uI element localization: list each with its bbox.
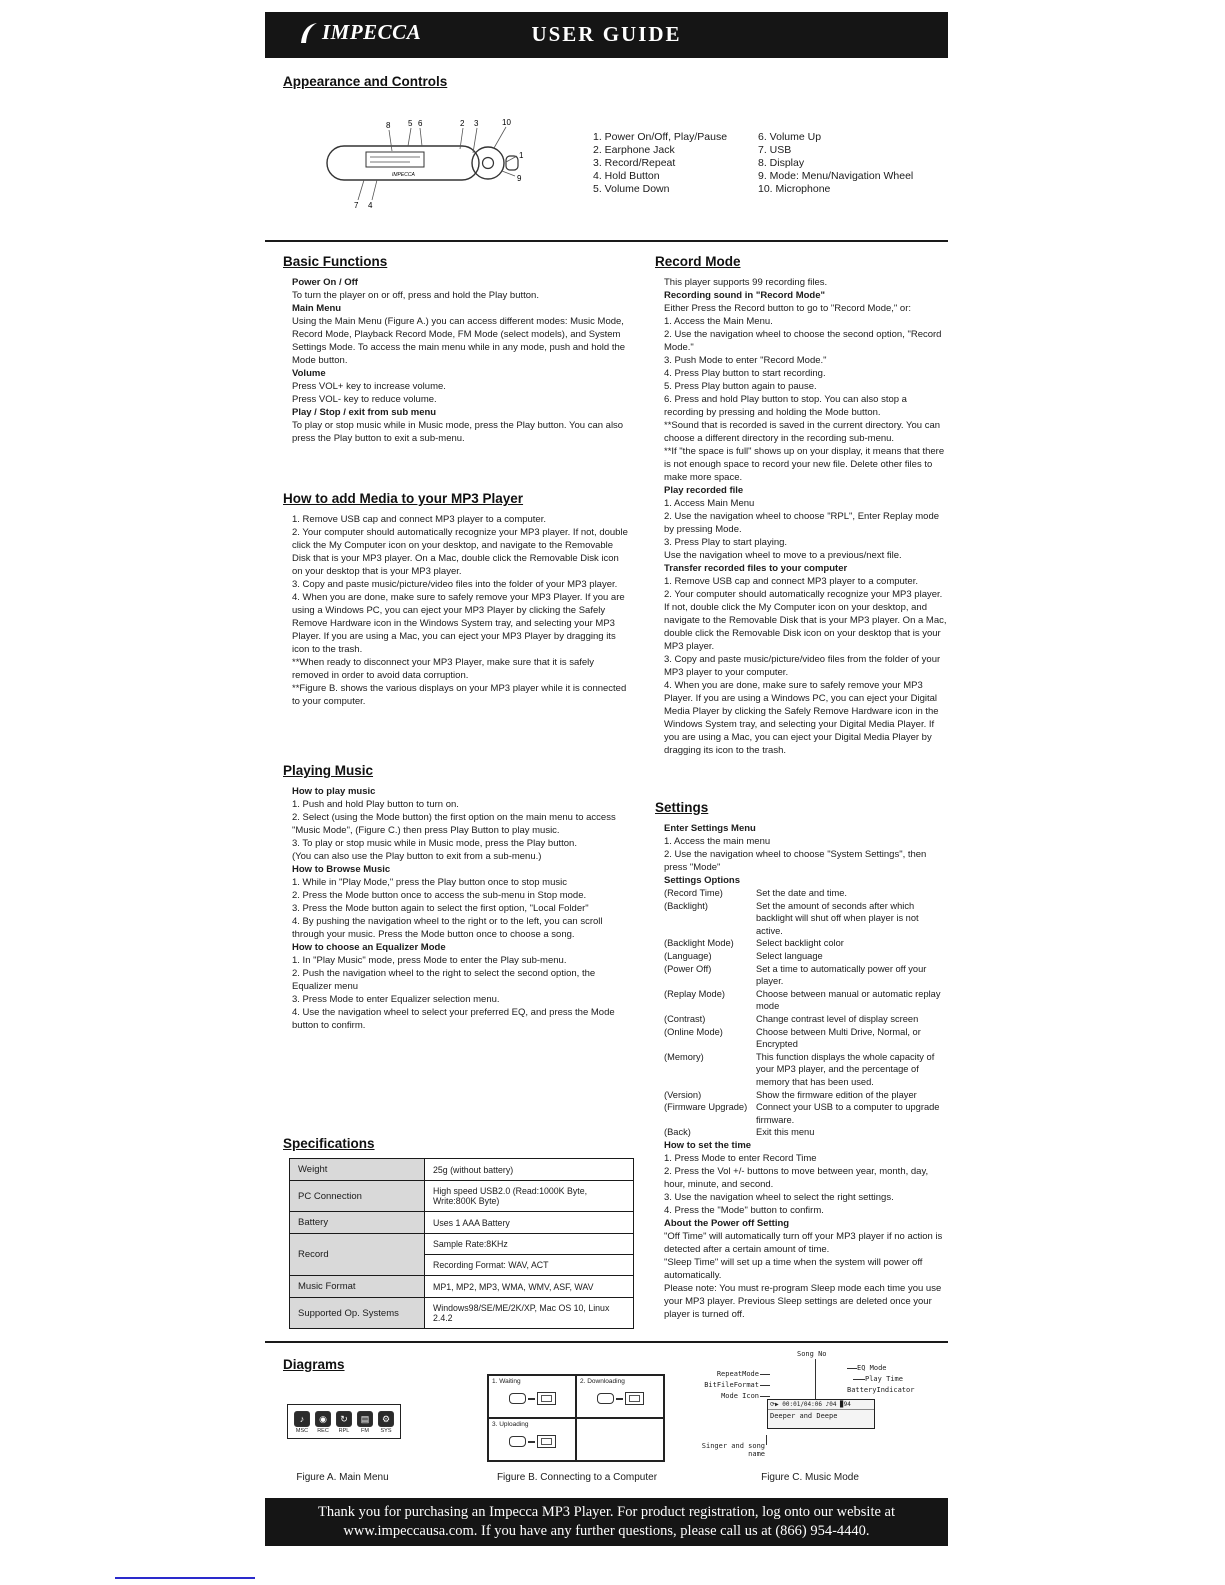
option-label: (Power Off): [664, 963, 712, 974]
settings-option-row: [664, 887, 948, 900]
figure-b-cell-label: 2. Downloading: [580, 1378, 625, 1385]
option-description: Connect your USB to a computer to upgrade firmware.: [756, 1102, 940, 1125]
rec-menu-icon: [315, 1411, 331, 1434]
screen-icon: [537, 1392, 556, 1405]
menu-icon-glyph: ↻: [336, 1411, 352, 1427]
device-figure: [322, 116, 532, 212]
text-line: "Off Time" will automatically turn off your MP3 player if no action is detected after a certain amount of time.: [664, 1230, 943, 1255]
leader-line: [853, 1379, 865, 1380]
text-line: 3. Press Play to start playing.: [664, 537, 788, 548]
settings-option-row: [664, 988, 948, 1013]
text-line: 3. Use the navigation wheel to select the right settings.: [664, 1191, 894, 1203]
text-line: 1. Remove USB cap and connect MP3 player to a computer.: [292, 514, 546, 525]
text-line: 2. Press the Mode button once to access the sub-menu in Stop mode.: [292, 890, 587, 901]
label-battery-indicator: BatteryIndicator: [847, 1386, 915, 1394]
usb-cable-icon: [528, 1441, 535, 1443]
figure-b-empty-cell: [576, 1418, 664, 1461]
leader-line: [760, 1374, 770, 1375]
settings-option-row: [664, 1089, 948, 1102]
usb-computer-drawing: [489, 1392, 575, 1405]
callout-1: 1: [519, 151, 524, 160]
figure-a-caption: Figure A. Main Menu: [296, 1472, 389, 1483]
leader-line: [815, 1359, 816, 1399]
control-list-item: 4. Hold Button: [593, 170, 660, 182]
settings-option-row: [664, 963, 948, 988]
text-line: 1. Access the main menu: [664, 836, 771, 847]
callout-6: 6: [418, 119, 423, 128]
option-description: Choose between Multi Drive, Normal, or Encrypted: [756, 1026, 921, 1050]
text-line: 1. While in "Play Mode," press the Play button once to stop music: [292, 877, 567, 888]
header-bar: [265, 12, 948, 58]
leader-line: [847, 1368, 857, 1369]
text-line: 6. Press and hold Play button to stop. You can also stop a recording by pressing and holding the Mode button.: [664, 394, 907, 418]
option-label: (Memory): [664, 1051, 704, 1062]
settings-option-row: [664, 1013, 948, 1026]
text-line: About the Power off Setting: [664, 1217, 790, 1229]
text-line: 1. Press Mode to enter Record Time: [664, 1152, 817, 1164]
control-list-item: 7. USB: [758, 144, 792, 156]
text-line: 1. Remove USB cap and connect MP3 player to a computer.: [664, 576, 918, 587]
usb-plug-icon: [509, 1436, 526, 1447]
text-line: 2. Select (using the Mode button) the first option on the main menu to access "Music Mode", (Figure C.) then press Play Button to play music.: [292, 812, 616, 836]
usb-plug-icon: [597, 1393, 614, 1404]
spec-row: [290, 1298, 634, 1329]
section-basic-functions: [283, 254, 631, 445]
basic-functions-body: [283, 276, 631, 445]
text-line: 1. Access the Main Menu.: [664, 316, 773, 327]
option-label: (Backlight Mode): [664, 938, 734, 949]
text-line: Transfer recorded files to your computer: [664, 563, 848, 574]
settings-outro: [655, 1139, 948, 1321]
leader-line: [760, 1385, 770, 1386]
menu-icon-glyph: ▤: [357, 1411, 373, 1427]
text-line: **When ready to disconnect your MP3 Player, make sure that it is safely removed in order to avoid data corruption.: [292, 657, 595, 681]
text-line: 4. Press Play button to start recording.: [664, 368, 826, 379]
controls-list-right: [758, 131, 913, 196]
spec-value-cell: Sample Rate:8KHz: [425, 1234, 634, 1255]
leader-line: [760, 1396, 770, 1397]
text-line: Play / Stop / exit from sub menu: [292, 407, 437, 418]
text-line: 2. Press the Vol +/- buttons to move between year, month, day, hour, minute, and second.: [664, 1165, 929, 1190]
callout-8: 8: [386, 121, 391, 130]
figure-b-caption: Figure B. Connecting to a Computer: [496, 1472, 658, 1483]
text-line: Volume: [292, 368, 326, 379]
option-label: (Back): [664, 1127, 691, 1138]
figure-b-cell: [576, 1375, 664, 1418]
text-line: 4. Press the "Mode" button to confirm.: [664, 1204, 824, 1216]
text-line: Main Menu: [292, 303, 342, 314]
option-description: Select language: [756, 950, 823, 961]
option-description: Set the amount of seconds after which backlight will shut off when player is not active.: [756, 900, 919, 936]
footer-line-1: Thank you for purchasing an Impecca MP3 Player. For product registration, log onto our website at: [317, 1504, 896, 1520]
option-description: Choose between manual or automatic replay mode: [756, 988, 941, 1012]
text-line: How to choose an Equalizer Mode: [292, 942, 446, 953]
text-line: 2. Your computer should automatically recognize your MP3 player. If not, double click the My Computer icon on your desktop, and navigate to the Removable Disk that is your MP3 player. On a Mac, double click the Removable Disk icon on your desktop that is your MP3 player.: [292, 527, 628, 577]
text-line: 3. Copy and paste music/picture/video files into the folder of your MP3 player.: [292, 579, 618, 590]
text-line: 3. Push Mode to enter "Record Mode.": [664, 355, 827, 366]
device-brand-label: IMPECCA: [392, 172, 415, 178]
control-list-item: 1. Power On/Off, Play/Pause: [593, 131, 728, 143]
display-status-row: ⟳▶ 00:01/04:06 ♪04 ▉94: [768, 1400, 874, 1410]
label-play-time: Play Time: [865, 1375, 903, 1383]
callout-4: 4: [368, 201, 373, 210]
settings-options: [655, 887, 948, 1139]
spec-row: [290, 1234, 634, 1255]
settings-option-row: [664, 1126, 948, 1139]
control-list-item: 8. Display: [758, 157, 805, 169]
text-line: 1. Access Main Menu: [664, 498, 755, 509]
text-line: Using the Main Menu (Figure A.) you can access different modes: Music Mode, Record Mode, Playback Record Mode, FM Mode (select models), and System Settings Mode. To access the main menu while in any mode, push and hold the Mode button.: [292, 316, 626, 366]
usb-cable-icon: [528, 1398, 535, 1400]
spec-value-cell: 25g (without battery): [425, 1159, 634, 1181]
text-line: **If "the space is full" shows up on your display, it means that there is not enough space to record your new file. Delete other files to make more space.: [664, 446, 945, 483]
footer-link-underline: [115, 1577, 255, 1579]
music-mode-display: [767, 1399, 875, 1429]
text-line: 4. When you are done, make sure to safely remove your MP3 Player. If you are using a Windows PC, you can eject your MP3 Player by clicking the Safely Remove Hardware icon in the Windows System tray, and selecting your MP3 Player. If you are using a Mac, you can eject your MP3 Player by dragging its icon to the trash.: [292, 592, 625, 655]
spec-label-cell: Supported Op. Systems: [290, 1298, 425, 1329]
label-song-no: Song No: [797, 1350, 827, 1358]
text-line: 2. Your computer should automatically recognize your MP3 player. If not, double click the My Computer icon on your desktop, and navigate to the Removable Disk that is your MP3 player. On a Mac, double click the Removable Disk icon on your desktop that is your MP3 player.: [664, 589, 947, 652]
footer-text: [265, 1503, 948, 1541]
leader-line: [766, 1435, 767, 1445]
option-label: (Firmware Upgrade): [664, 1102, 748, 1113]
controls-list-left: [593, 131, 727, 196]
screen-icon: [625, 1392, 644, 1405]
usb-cable-icon: [616, 1398, 623, 1400]
fm-menu-icon: [357, 1411, 373, 1434]
option-description: Show the firmware edition of the player: [756, 1089, 917, 1100]
option-description: Set the date and time.: [756, 888, 847, 898]
figure-b-cell-label: 3. Uploading: [492, 1421, 529, 1428]
display-song-title: Deeper and Deepe: [770, 1412, 838, 1420]
rpl-menu-icon: [336, 1411, 352, 1434]
text-line: Press VOL+ key to increase volume.: [292, 381, 446, 392]
text-line: **Sound that is recorded is saved in the current directory. You can choose a different directory in the recording sub-menu.: [664, 420, 941, 444]
text-line: 4. When you are done, make sure to safely remove your MP3 Player. If you are using a Windows PC, you can eject your Digital Media Player by clicking the Safely Remove Hardware icon in the Windows System tray, and selecting your Digital Media Player. If you are using a Mac, you can eject your Digital Media Player by dragging its icon to the trash.: [664, 680, 939, 756]
appearance-heading: Appearance and Controls: [283, 74, 448, 89]
option-description: This function displays the whole capacity of your MP3 player, and the percentage of memory that has been used.: [756, 1051, 935, 1087]
divider-top: [265, 240, 948, 242]
figure-b-cell: [488, 1418, 576, 1461]
menu-icon-glyph: ♪: [294, 1411, 310, 1427]
text-line: How to play music: [292, 786, 376, 797]
spec-label-cell: Music Format: [290, 1276, 425, 1298]
text-line: Power On / Off: [292, 277, 358, 288]
option-label: (Backlight): [664, 900, 708, 911]
playing-music-heading: Playing Music: [283, 763, 374, 778]
screen-icon: [537, 1435, 556, 1448]
option-label: (Contrast): [664, 1013, 706, 1024]
sys-menu-icon: [378, 1411, 394, 1434]
settings-heading: Settings: [655, 800, 709, 815]
spec-value-cell: MP1, MP2, MP3, WMA, WMV, ASF, WAV: [425, 1276, 634, 1298]
settings-option-row: [664, 1026, 948, 1051]
spec-row: [290, 1159, 634, 1181]
settings-option-row: [664, 1101, 948, 1126]
diagrams-heading: Diagrams: [283, 1357, 345, 1372]
settings-option-row: [664, 937, 948, 950]
text-line: 2. Use the navigation wheel to choose "System Settings", then press "Mode": [664, 849, 927, 873]
spec-value-cell: High speed USB2.0 (Read:1000K Byte, Write:800K Byte): [425, 1181, 634, 1212]
callout-7: 7: [354, 201, 359, 210]
text-line: 4. By pushing the navigation wheel to the right or to the left, you can scroll through your music. Press the Mode button once to choose a song.: [292, 916, 603, 940]
add-media-body: [283, 513, 631, 708]
text-line: Enter Settings Menu: [664, 823, 756, 834]
text-line: Either Press the Record button to go to "Record Mode," or:: [664, 303, 912, 314]
option-label: (Language): [664, 950, 712, 961]
menu-icon-glyph: ◉: [315, 1411, 331, 1427]
text-line: Use the navigation wheel to move to a previous/next file.: [664, 550, 902, 561]
divider-bottom: [265, 1341, 948, 1343]
add-media-heading: How to add Media to your MP3 Player: [283, 491, 524, 506]
control-list-item: 2. Earphone Jack: [593, 144, 675, 156]
figure-a-main-menu: [287, 1404, 401, 1439]
label-repeat-mode: RepeatMode: [716, 1370, 759, 1378]
option-label: (Version): [664, 1089, 702, 1100]
figure-b-connecting: [487, 1374, 665, 1462]
settings-option-row: [664, 1051, 948, 1089]
spec-label-cell: Weight: [290, 1159, 425, 1181]
msc-menu-icon: [294, 1411, 310, 1434]
text-line: **Figure B. shows the various displays on your MP3 player while it is connected to your computer.: [292, 683, 627, 707]
footer-line-2: www.impeccausa.com. If you have any further questions, please call us at (866) 954-4440.: [343, 1523, 870, 1539]
text-line: This player supports 99 recording files.: [664, 277, 828, 288]
callout-9: 9: [517, 174, 522, 183]
text-line: Recording sound in "Record Mode": [664, 290, 826, 301]
menu-icon-label: FM: [361, 1428, 369, 1434]
label-singer-song-name: Singer and song name: [701, 1442, 765, 1458]
section-record-mode: [655, 254, 948, 757]
specifications-heading: Specifications: [283, 1136, 375, 1151]
text-line: (You can also use the Play button to exit from a sub-menu.): [292, 851, 542, 862]
footer-bar: [265, 1498, 948, 1546]
spec-value-cell: Recording Format: WAV, ACT: [425, 1255, 634, 1276]
label-mode-icon: Mode Icon: [721, 1392, 759, 1400]
text-line: 3. Press the Mode button again to select the first option, "Local Folder": [292, 903, 589, 914]
option-description: Set a time to automatically power off your player.: [756, 963, 927, 987]
option-label: (Record Time): [664, 888, 723, 898]
text-line: 2. Use the navigation wheel to choose "RPL", Enter Replay mode by pressing Mode.: [664, 511, 940, 535]
playing-music-body: [283, 785, 631, 1032]
spec-label-cell: Battery: [290, 1212, 425, 1234]
label-eq-mode: EQ Mode: [857, 1364, 887, 1372]
spec-label-cell: Record: [290, 1234, 425, 1276]
option-description: Change contrast level of display screen: [756, 1013, 919, 1024]
text-line: 1. Push and hold Play button to turn on.: [292, 799, 459, 810]
text-line: Settings Options: [664, 875, 740, 886]
text-line: 3. Copy and paste music/picture/video files from the folder of your MP3 player to your computer.: [664, 654, 941, 678]
spec-row: [290, 1181, 634, 1212]
label-bit-file-format: BitFileFormat: [704, 1381, 759, 1389]
menu-icon-label: MSC: [295, 1428, 309, 1434]
spec-row: [290, 1276, 634, 1298]
record-mode-heading: Record Mode: [655, 254, 741, 269]
logo-text: IMPECCA: [322, 20, 422, 44]
usb-computer-drawing: [577, 1392, 663, 1405]
option-label: (Replay Mode): [664, 988, 725, 999]
text-line: How to set the time: [664, 1139, 752, 1151]
settings-option-row: [664, 950, 948, 963]
text-line: How to Browse Music: [292, 864, 391, 875]
control-list-item: 5. Volume Down: [593, 183, 670, 195]
specifications-table: [289, 1158, 634, 1329]
text-line: 4. Use the navigation wheel to select your preferred EQ, and press the Mode button to confirm.: [292, 1007, 615, 1031]
text-line: 3. To play or stop music while in Music mode, press the Play button.: [292, 838, 577, 849]
figure-c-caption: Figure C. Music Mode: [761, 1472, 859, 1483]
section-specifications: [283, 1136, 635, 1329]
record-mode-body: [655, 276, 948, 757]
text-line: Press VOL- key to reduce volume.: [292, 394, 437, 405]
text-line: 2. Push the navigation wheel to the right to select the second option, the Equalizer menu: [292, 968, 596, 992]
text-line: 2. Use the navigation wheel to choose the second option, "Record Mode.": [664, 329, 942, 353]
text-line: 5. Press Play button again to pause.: [664, 381, 817, 392]
section-settings: [655, 800, 948, 1321]
basic-functions-heading: Basic Functions: [283, 254, 388, 269]
section-playing-music: [283, 763, 631, 1032]
text-line: 1. In "Play Music" mode, press Mode to enter the Play sub-menu.: [292, 955, 567, 966]
usb-computer-drawing: [489, 1435, 575, 1448]
spec-value-cell: Uses 1 AAA Battery: [425, 1212, 634, 1234]
figure-b-cell-label: 1. Waiting: [492, 1378, 521, 1385]
figure-c-music-mode: [697, 1350, 917, 1468]
menu-icon-label: RPL: [338, 1428, 350, 1434]
figure-b-cell: [488, 1375, 576, 1418]
spec-row: [290, 1212, 634, 1234]
control-list-item: 6. Volume Up: [758, 131, 822, 143]
text-line: Play recorded file: [664, 485, 744, 496]
control-list-item: 10. Microphone: [758, 183, 831, 195]
callout-3: 3: [474, 119, 479, 128]
usb-plug-icon: [509, 1393, 526, 1404]
spec-value-cell: Windows98/SE/ME/2K/XP, Mac OS 10, Linux 2.4.2: [425, 1298, 634, 1329]
control-list-item: 3. Record/Repeat: [593, 157, 676, 169]
page-title: USER GUIDE: [531, 22, 682, 46]
section-add-media: [283, 491, 631, 708]
menu-icon-glyph: ⚙: [378, 1411, 394, 1427]
spec-label-cell: PC Connection: [290, 1181, 425, 1212]
menu-icon-label: REC: [317, 1428, 329, 1434]
text-line: To turn the player on or off, press and hold the Play button.: [292, 290, 539, 301]
callout-5: 5: [408, 119, 413, 128]
option-description: Exit this menu: [756, 1127, 815, 1138]
text-line: To play or stop music while in Music mode, press the Play button. You can also press the Play button to exit a sub-menu.: [292, 420, 624, 444]
text-line: Please note: You must re-program Sleep mode each time you use your MP3 player. Previous Sleep settings are deleted once your player is turned off.: [664, 1282, 942, 1320]
text-line: "Sleep Time" will set up a time when the system will power off automatically.: [664, 1256, 923, 1281]
settings-intro: [655, 822, 948, 887]
callout-2: 2: [460, 119, 465, 128]
settings-option-row: [664, 900, 948, 938]
option-label: (Online Mode): [664, 1026, 723, 1037]
menu-icon-label: SYS: [380, 1428, 392, 1434]
callout-10: 10: [502, 118, 511, 127]
text-line: 3. Press Mode to enter Equalizer selection menu.: [292, 994, 500, 1005]
control-list-item: 9. Mode: Menu/Navigation Wheel: [758, 170, 914, 182]
option-description: Select backlight color: [756, 938, 844, 949]
